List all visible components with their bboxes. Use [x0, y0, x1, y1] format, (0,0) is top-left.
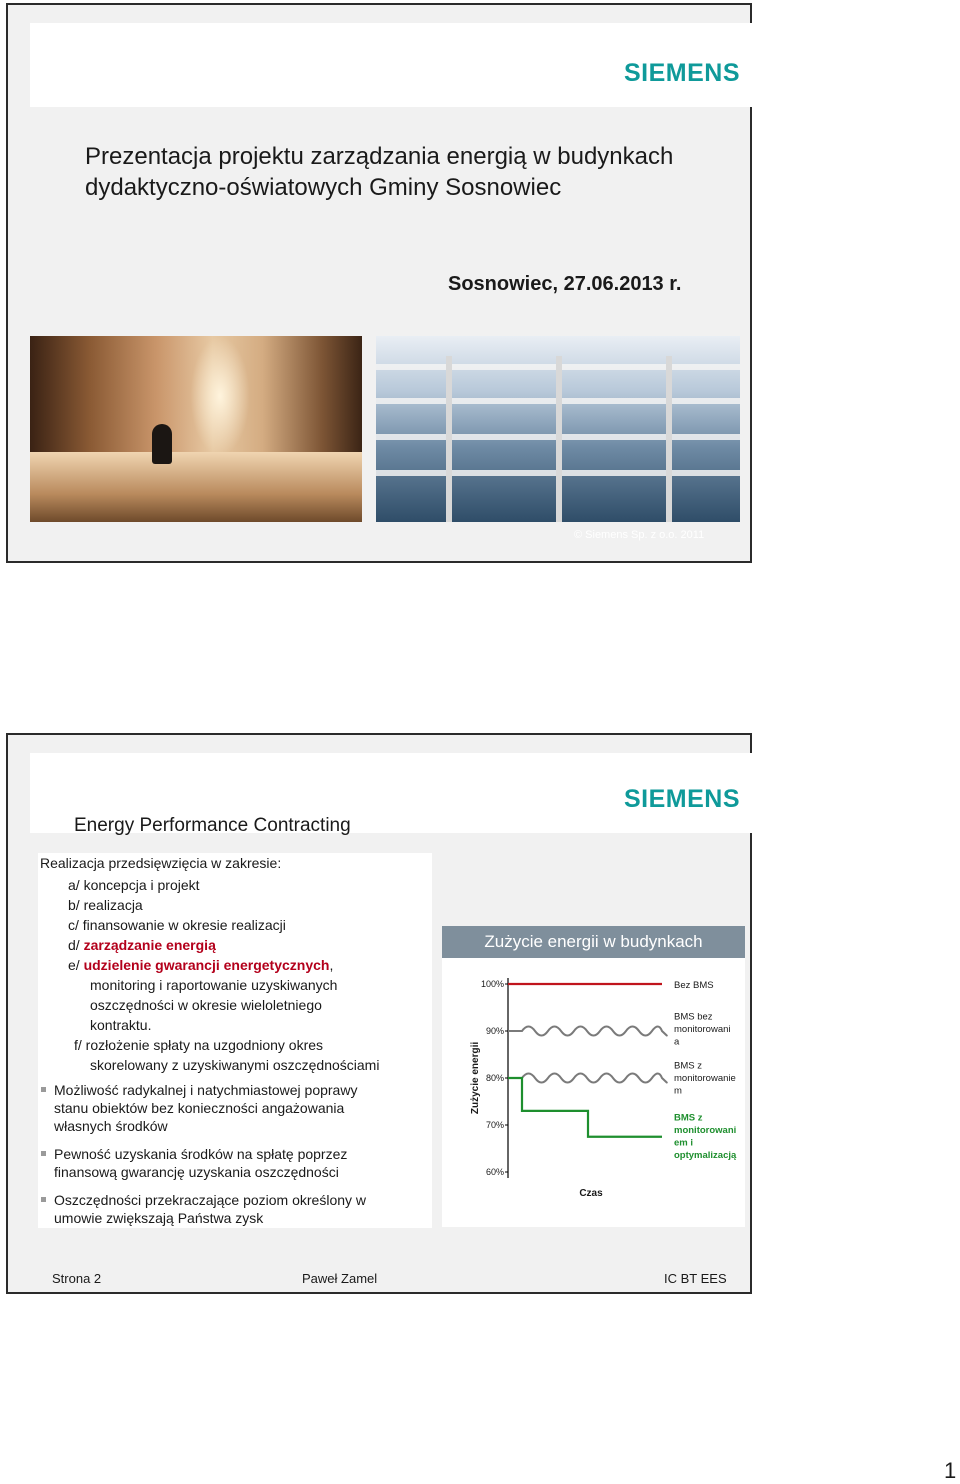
- list-item: [68, 935, 216, 955]
- item-text-highlight: zarządzanie energią: [83, 937, 216, 953]
- list-item: [68, 895, 143, 915]
- atrium-photo: [376, 336, 740, 522]
- corridor-photo: [30, 336, 362, 522]
- item-suffix: ,: [329, 957, 334, 973]
- ceiling-light: [190, 336, 250, 456]
- item-prefix: b/: [68, 897, 84, 913]
- presentation-date: Sosnowiec, 27.06.2013 r.: [448, 273, 682, 295]
- item-text-highlight: udzielenie gwarancji energetycznych: [83, 957, 330, 973]
- bullet-item: [38, 1081, 432, 1141]
- atrium-pillar: [556, 356, 562, 522]
- energy-chart-panel: [442, 926, 745, 1227]
- atrium-pillar: [666, 356, 672, 522]
- item-text: oszczędności w okresie wieloletniego: [90, 997, 322, 1013]
- y-tick-label: 100%: [480, 979, 504, 989]
- list-item: [74, 1035, 323, 1055]
- series-bms-z-optymalizacja: [508, 1078, 662, 1137]
- item-prefix: d/: [68, 937, 84, 953]
- legend-label: BMS z: [674, 1112, 703, 1124]
- legend-label: BMS bez: [674, 1011, 713, 1023]
- item-text: rozłożenie spłaty na uzgodniony okres: [85, 1037, 324, 1053]
- slide-2-header: [30, 753, 754, 836]
- item-text: kontraktu.: [90, 1017, 152, 1033]
- footer-page: Strona 2: [52, 1271, 102, 1286]
- bullet-line: stanu obiektów bez konieczności angażowania: [54, 1100, 345, 1116]
- energy-chart: [442, 958, 745, 1227]
- slide-2: [6, 733, 752, 1294]
- x-axis-label: Czas: [579, 1188, 603, 1199]
- item-prefix: f/: [74, 1037, 86, 1053]
- bullet-line: finansową gwarancję uzyskania oszczędności: [54, 1164, 339, 1180]
- footer-dept: IC BT EES: [664, 1271, 727, 1286]
- item-prefix: c/: [68, 917, 83, 933]
- scope-heading: Realizacja przedsięwzięcia w zakresie:: [40, 855, 282, 871]
- scope-panel: [38, 853, 432, 1228]
- slide-2-title: Energy Performance Contracting: [74, 815, 351, 836]
- item-text: finansowanie w okresie realizacji: [82, 917, 286, 933]
- legend-label: monitorowani: [674, 1124, 737, 1136]
- bullet-line: własnych środków: [54, 1118, 168, 1134]
- y-tick-label: 60%: [485, 1167, 504, 1177]
- list-item: [68, 955, 333, 975]
- bullet-item: [38, 1191, 432, 1231]
- atrium-pillar: [446, 356, 452, 522]
- chart-title: Zużycie energii w budynkach: [442, 926, 745, 958]
- bullet-icon: [41, 1087, 46, 1092]
- item-text: monitoring i raportowanie uzyskiwanych: [90, 977, 338, 993]
- copyright-text: © Siemens Sp. z o.o. 2011: [574, 529, 705, 541]
- legend-label: a: [674, 1036, 680, 1048]
- legend-label: Bez BMS: [674, 980, 714, 991]
- item-text: realizacja: [83, 897, 143, 913]
- slide-1-header: [30, 23, 754, 107]
- series-bms-z-monitorowaniem: [508, 1074, 667, 1083]
- page-number: 1: [944, 1458, 957, 1483]
- bullet-line: Pewność uzyskania środków na spłatę poprzez: [54, 1146, 348, 1162]
- item-text: skorelowany z uzyskiwanymi oszczędnościami: [90, 1057, 380, 1073]
- legend-label: em i: [674, 1137, 694, 1149]
- list-item: [90, 995, 322, 1015]
- list-item: [90, 1055, 379, 1075]
- title-line-2: dydaktyczno-oświatowych Gminy Sosnowiec: [85, 174, 562, 201]
- siemens-logo: SIEMENS: [624, 59, 741, 87]
- legend-label: BMS z: [674, 1060, 702, 1072]
- legend-label: monitorowani: [674, 1023, 731, 1035]
- y-axis-label: Zużycie energii: [470, 1041, 481, 1115]
- item-prefix: e/: [68, 957, 84, 973]
- item-text: koncepcja i projekt: [83, 877, 200, 893]
- siemens-logo: SIEMENS: [624, 785, 741, 813]
- list-item: [90, 1015, 151, 1035]
- bullet-icon: [41, 1151, 46, 1156]
- title-line-1: Prezentacja projektu zarządzania energią w budynkach: [85, 143, 674, 170]
- slide-1: [6, 3, 752, 563]
- y-tick-label: 80%: [485, 1073, 504, 1083]
- bullet-line: Oszczędności przekraczające poziom określony w: [54, 1192, 367, 1208]
- legend-label: optymalizacją: [674, 1149, 737, 1161]
- y-tick-label: 70%: [485, 1120, 504, 1130]
- list-item: [68, 875, 200, 895]
- bullet-line: umowie zwiększają Państwa zysk: [54, 1210, 264, 1226]
- corridor-floor: [30, 452, 362, 522]
- item-prefix: a/: [68, 877, 84, 893]
- slide-1-title: [85, 141, 745, 203]
- statue-silhouette: [152, 424, 172, 464]
- legend-label: m: [674, 1085, 682, 1097]
- y-tick-label: 90%: [485, 1026, 504, 1036]
- footer-author: Paweł Zamel: [302, 1271, 378, 1286]
- bullet-icon: [41, 1197, 46, 1202]
- legend-label: monitorowanie: [674, 1073, 736, 1085]
- bullet-line: Możliwość radykalnej i natychmiastowej poprawy: [54, 1082, 358, 1098]
- series-bms-bez-monitorowania: [508, 1027, 667, 1036]
- list-item: [68, 915, 286, 935]
- list-item: [90, 975, 337, 995]
- bullet-item: [38, 1145, 432, 1185]
